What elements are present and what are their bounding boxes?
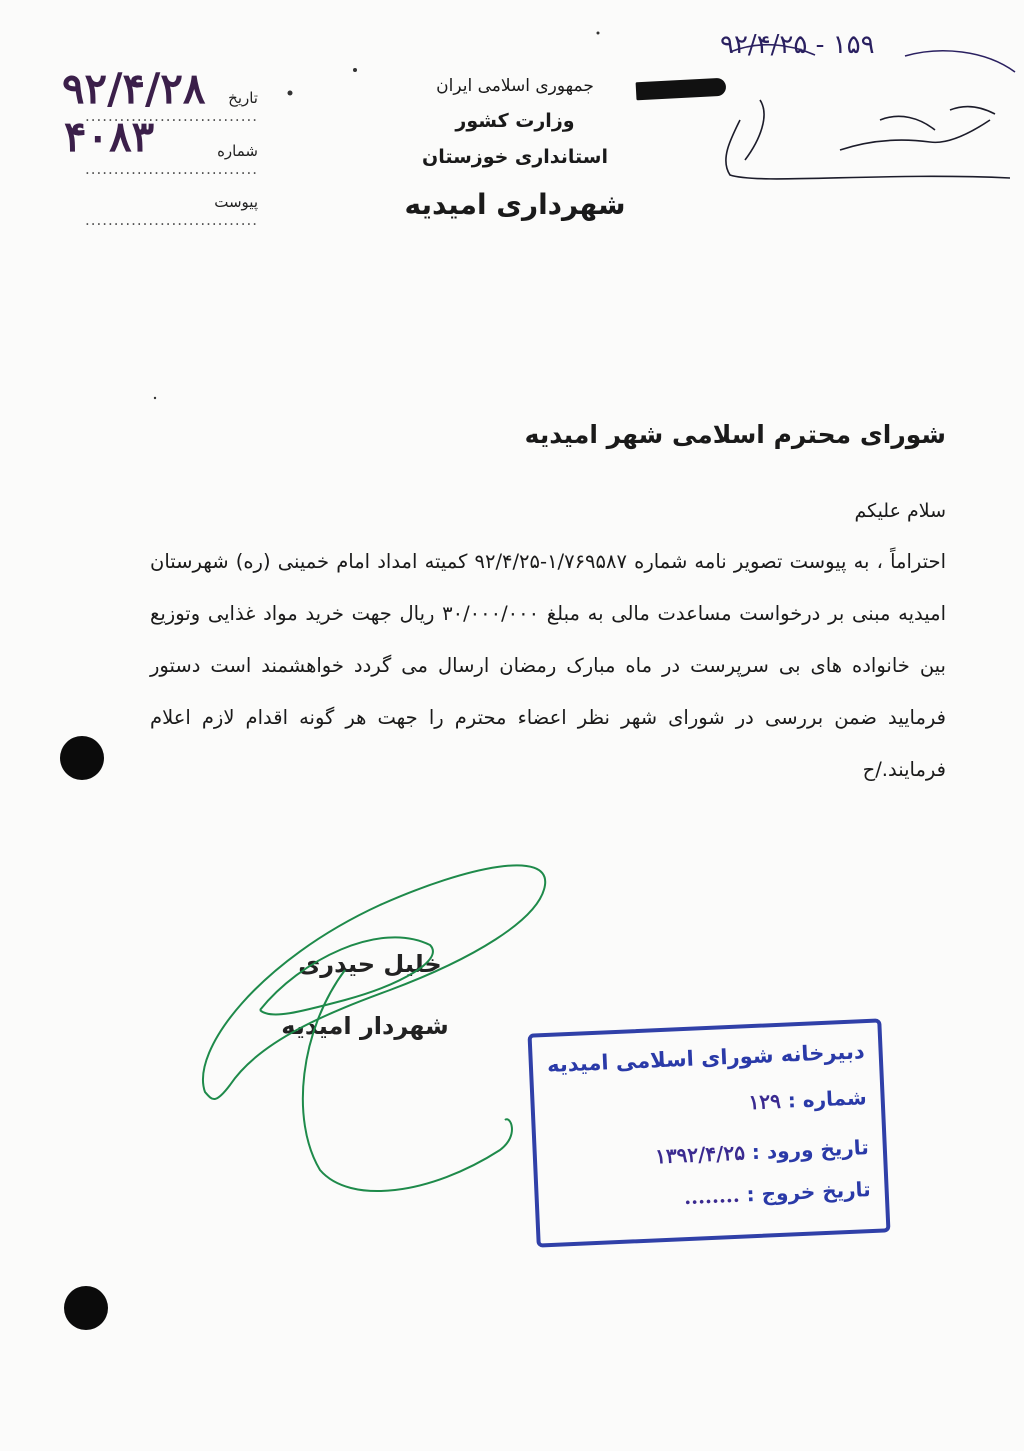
date-dots: .............................. [84, 107, 258, 125]
stamp-entry-label: تاریخ ورود : [751, 1135, 870, 1165]
secretariat-stamp [528, 1018, 891, 1247]
attachment-dots: .............................. [84, 211, 258, 229]
attachment-label: پیوست [214, 193, 258, 211]
stamp-number-label: شماره : [787, 1085, 868, 1113]
number-label: شماره [217, 142, 258, 160]
handwritten-date: ۹۲/۴/۲۸ [62, 64, 206, 113]
stamp-title: دبیرخانه شورای اسلامی امیدیه [546, 1039, 866, 1077]
recipient-heading: شورای محترم اسلامی شهر امیدیه [524, 420, 946, 449]
punch-hole-bottom [64, 1286, 108, 1330]
stamp-exit-label: تاریخ خروج : [746, 1177, 872, 1207]
top-right-signature-icon [726, 100, 1010, 179]
stamp-exit-value: ........ [683, 1182, 741, 1210]
handwritten-number: ۴۰۸۳ [64, 112, 155, 161]
meta-attachment-row [68, 193, 258, 229]
ink-redaction-mark [636, 78, 727, 101]
punch-hole-top [60, 736, 104, 780]
greeting: سلام علیکم [854, 500, 946, 522]
number-dots: .............................. [84, 160, 258, 178]
header-municipality: شهرداری امیدیه [404, 188, 626, 221]
letter-body: احتراماً ، به پیوست تصویر نامه شماره ۱/۷۶۹۵۸۷-۹۲/۴/۲۵ کمیته امداد امام خمینی (ره) شهرستان امیدیه مبنی بر درخواست مساعدت مالی به مبلغ ۳۰/۰۰۰/۰۰۰ ریال جهت خرید مواد غذایی وتوزیع بین خانواده های بی سرپرست در ماه مبارک رمضان ارسال می گردد خواهشمند است دستور فرمایید ضمن بررسی در شورای شهر نظر اعضاء محترم را جهت هر گونه اقدام لازم اعلام فرمایند./ح [150, 550, 946, 781]
date-label: تاریخ [228, 89, 258, 107]
top-right-handwritten-note: ۱۵۹ - ۹۲/۴/۲۵ [720, 30, 875, 60]
header-province: استانداری خوزستان [421, 146, 608, 168]
stamp-entry-row [655, 1135, 870, 1168]
header-republic: جمهوری اسلامی ایران [436, 76, 594, 96]
header-ministry: وزارت کشور [455, 110, 575, 132]
stamp-number-value: ۱۲۹ [748, 1088, 782, 1115]
stamp-exit-row [683, 1177, 871, 1209]
stamp-entry-value: ۱۳۹۲/۴/۲۵ [654, 1140, 746, 1169]
signatory-name: خلیل حیدری [298, 950, 442, 978]
stamp-number-row [748, 1085, 867, 1114]
signatory-title: شهردار امیدیه [281, 1012, 449, 1040]
